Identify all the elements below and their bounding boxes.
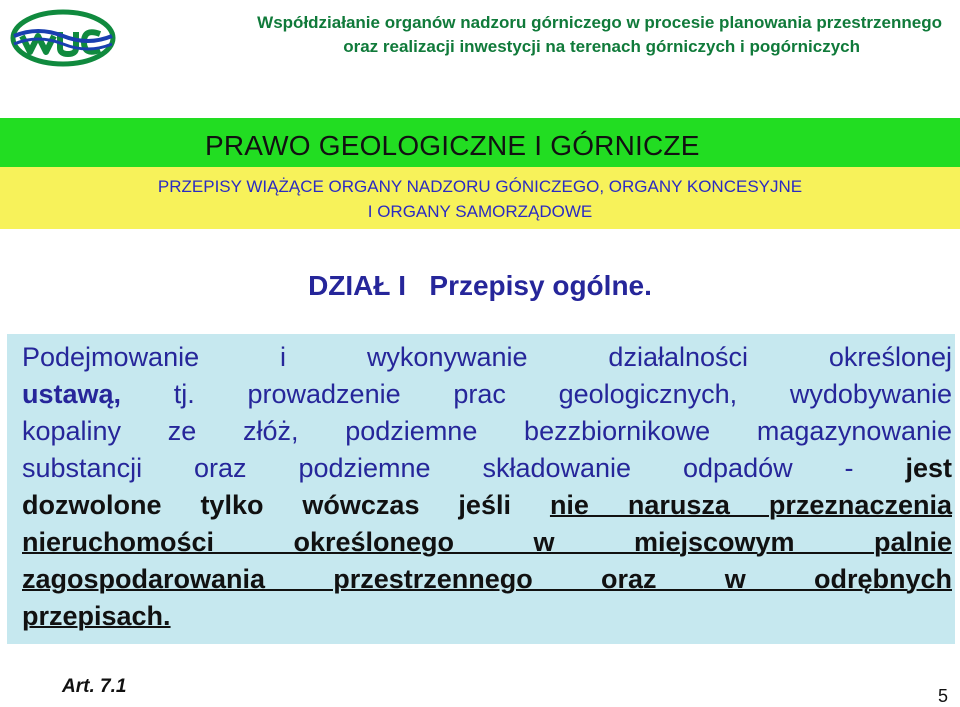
content-box: [7, 334, 955, 644]
text-line-2: [22, 376, 952, 413]
text-segment: jest: [905, 453, 952, 483]
text-segment: dozwolone tylko wówczas jeśli: [22, 490, 511, 520]
text-line-3: [22, 413, 952, 450]
banner-subtitle-line-1: PRZEPISY WIĄŻĄCE ORGANY NADZORU GÓNICZEGO, ORGANY KONCESYJNE: [157, 177, 803, 196]
header-line-2: oraz realizacji inwestycji na terenach górniczych i pogórniczych: [343, 37, 860, 56]
header-line-1: Współdziałanie organów nadzoru górniczego w procesie planowania przestrzennego: [257, 13, 942, 32]
section-heading: [0, 270, 960, 302]
text-line-5: [22, 487, 952, 524]
text-segment: Podejmowanie i wykonywanie działalności określonej: [22, 342, 952, 372]
text-segment: nie narusza przeznaczenia: [549, 490, 952, 520]
section-heading-text: DZIAŁ I Przepisy ogólne.: [308, 270, 652, 301]
page-number: 5: [937, 686, 948, 706]
text-line-6: [22, 524, 952, 561]
text-segment: zagospodarowania przestrzennego oraz w odrębnych: [22, 564, 952, 594]
text-line-8: [22, 598, 952, 635]
text-segment: nieruchomości określonego w miejscowym palnie: [22, 527, 952, 557]
text-line-1: [22, 339, 952, 376]
text-line-4: [22, 450, 952, 487]
text-segment: ustawą,: [22, 379, 122, 409]
title-banner: [0, 118, 960, 167]
text-segment: tj. prowadzenie prac geologicznych, wydobywanie: [173, 379, 952, 409]
wug-logo: [8, 6, 118, 70]
text-segment: przepisach.: [22, 601, 171, 631]
text-segment: kopaliny ze złóż, podziemne bezzbiornikowe magazynowanie: [22, 416, 952, 446]
subtitle-banner: [0, 167, 960, 229]
banner-title: PRAWO GEOLOGICZNE I GÓRNICZE: [205, 130, 700, 161]
article-reference: Art. 7.1: [62, 676, 127, 697]
text-line-7: [22, 561, 952, 598]
banner-subtitle-line-2: I ORGANY SAMORZĄDOWE: [367, 202, 593, 221]
text-segment: substancji oraz podziemne składowanie odpadów -: [22, 453, 854, 483]
